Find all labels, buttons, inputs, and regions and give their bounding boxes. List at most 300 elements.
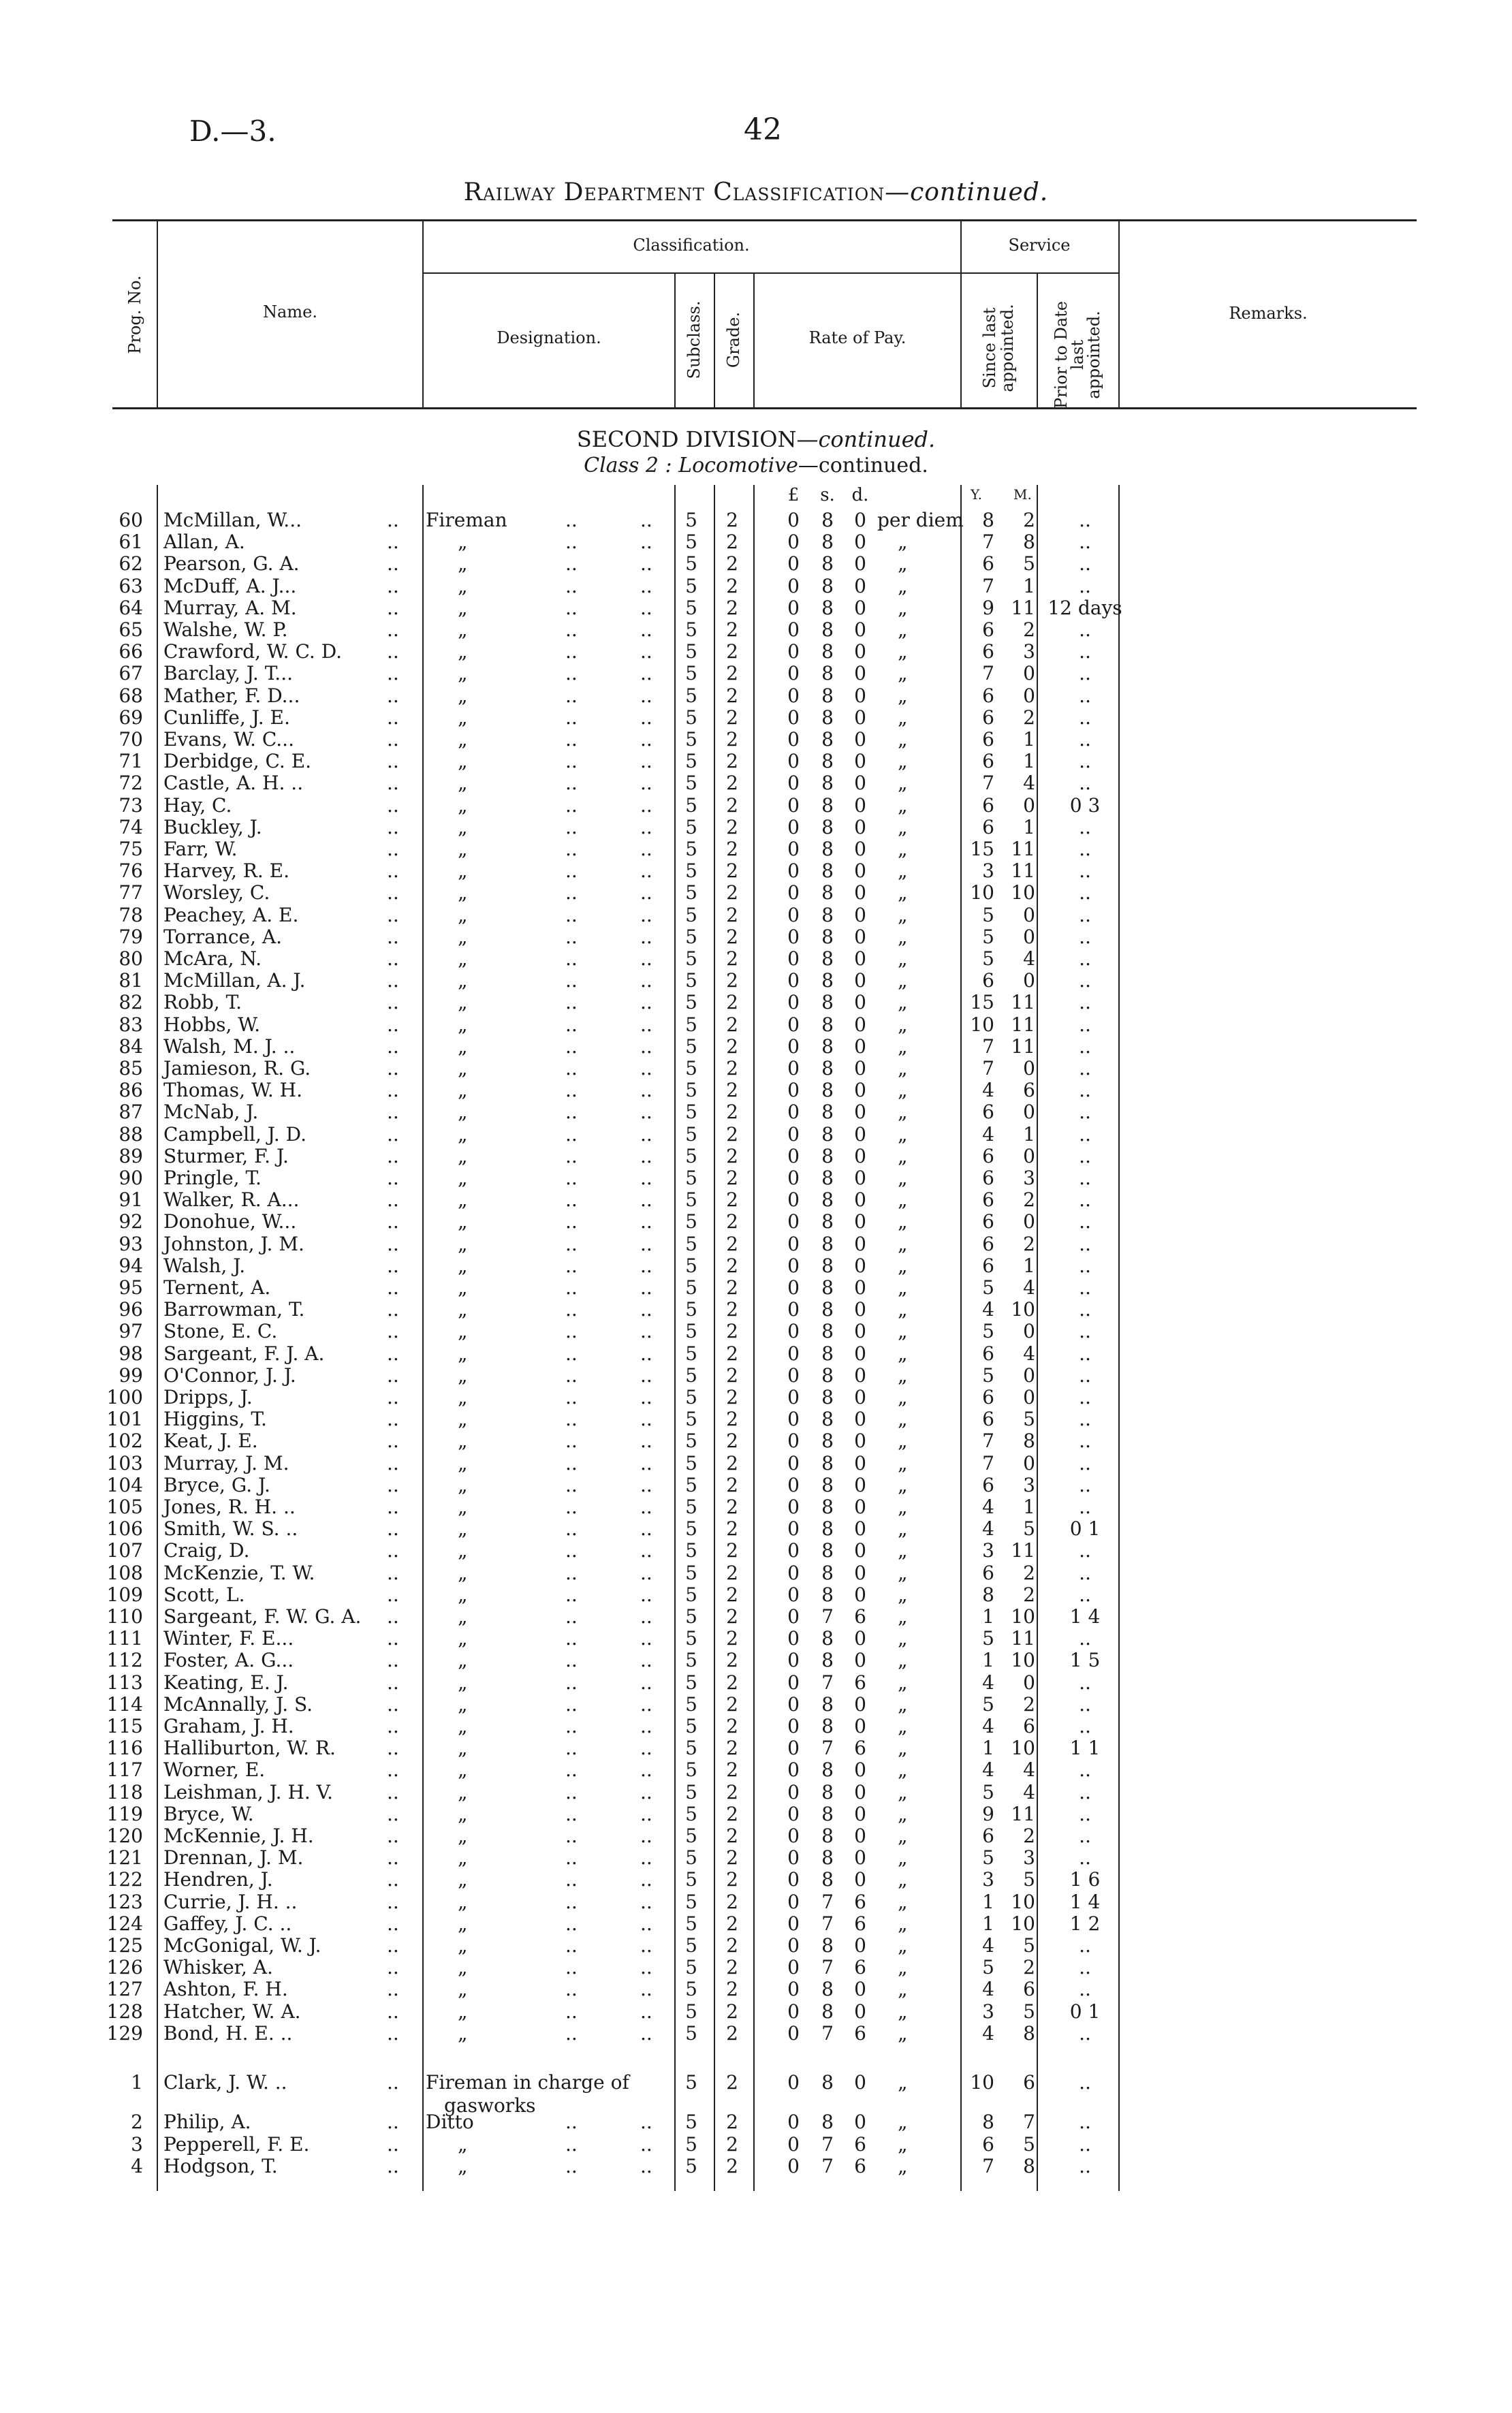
subclass: 5 <box>685 1144 697 1167</box>
grade: 2 <box>726 881 738 904</box>
subclass: 5 <box>685 1649 697 1672</box>
leader-dots: .. <box>640 1846 652 1870</box>
pay-period: „ <box>898 1956 908 1979</box>
since-years: 6 <box>982 552 994 575</box>
prior-service: 12 days <box>1048 596 1122 619</box>
prior-service: .. <box>1079 684 1091 707</box>
pay-period: „ <box>898 1825 908 1847</box>
prior-service: .. <box>1079 1408 1091 1431</box>
prog-no: 66 <box>119 640 143 663</box>
leader-dots: .. <box>640 969 652 992</box>
name: Hobbs, W. <box>163 1013 261 1036</box>
pay-shillings: 8 <box>821 1167 834 1189</box>
leader-dots: .. <box>565 1035 578 1058</box>
pay-pence: 0 <box>854 1692 866 1716</box>
pay-shillings: 8 <box>821 991 834 1014</box>
designation: „ <box>458 1057 468 1079</box>
pay-shillings: 7 <box>821 1956 834 1979</box>
prior-service: .. <box>1079 815 1091 838</box>
name: Ashton, F. H. <box>163 1978 288 2001</box>
pay-shillings: 7 <box>821 1671 834 1694</box>
pay-pence: 0 <box>854 1561 866 1584</box>
pay-pounds: 0 <box>787 2021 800 2045</box>
leader-dots: .. <box>640 772 652 795</box>
name: Currie, J. H. .. <box>163 1890 298 1913</box>
pay-pence: 0 <box>854 2000 866 2023</box>
subclass: 5 <box>685 1671 697 1694</box>
prior-service: .. <box>1079 1802 1091 1825</box>
prior-service: .. <box>1079 1013 1091 1036</box>
grade: 2 <box>726 1561 738 1584</box>
designation: Ditto <box>426 2111 474 2133</box>
pay-pounds: 0 <box>787 838 800 860</box>
leader-dots: .. <box>565 1167 578 1189</box>
grade: 2 <box>726 2021 738 2045</box>
pay-shillings: 7 <box>821 1737 834 1760</box>
leader-dots: .. <box>387 1759 399 1782</box>
table-row <box>0 970 1512 992</box>
leader-dots: .. <box>565 1144 578 1167</box>
designation: „ <box>458 1956 468 1979</box>
page-number: 42 <box>744 112 782 147</box>
prog-no: 86 <box>119 1079 143 1102</box>
leader-dots: .. <box>640 1144 652 1167</box>
subclass: 5 <box>685 925 697 948</box>
leader-dots: .. <box>387 640 399 663</box>
pay-pence: 0 <box>854 815 866 838</box>
subclass: 5 <box>685 1188 697 1212</box>
prior-service: .. <box>1079 1583 1091 1606</box>
grade: 2 <box>726 1671 738 1694</box>
leader-dots: .. <box>640 662 652 685</box>
subclass: 5 <box>685 2071 697 2094</box>
prog-no: 70 <box>119 728 143 751</box>
pay-pence: 0 <box>854 1539 866 1562</box>
name: Higgins, T. <box>163 1408 267 1431</box>
table-row <box>0 751 1512 772</box>
pay-pence: 0 <box>854 969 866 992</box>
pay-pence: 6 <box>854 1605 866 1628</box>
leader-dots: .. <box>387 772 399 795</box>
prior-service: .. <box>1079 706 1091 729</box>
since-years: 5 <box>982 1363 994 1387</box>
table-row <box>0 882 1512 904</box>
leader-dots: .. <box>387 1386 399 1408</box>
pay-pounds: 0 <box>787 1780 800 1803</box>
table-row <box>0 1079 1512 1101</box>
leader-dots: .. <box>640 1539 652 1562</box>
pay-period: „ <box>898 662 908 685</box>
table-row <box>0 772 1512 794</box>
pay-shillings: 8 <box>821 1254 834 1277</box>
table-row <box>0 1321 1512 1342</box>
subclass: 5 <box>685 1167 697 1189</box>
table-row <box>0 1408 1512 1430</box>
grade: 2 <box>726 1320 738 1343</box>
pay-pounds: 0 <box>787 1210 800 1233</box>
leader-dots: .. <box>640 1956 652 1979</box>
name: Craig, D. <box>163 1539 250 1562</box>
since-months: 5 <box>1023 1517 1035 1541</box>
designation: „ <box>458 1298 468 1321</box>
grade: 2 <box>726 815 738 838</box>
pay-period: „ <box>898 2132 908 2156</box>
since-months: 4 <box>1023 1342 1035 1365</box>
leader-dots: .. <box>640 1232 652 1255</box>
name: Gaffey, J. C. .. <box>163 1912 292 1935</box>
leader-dots: .. <box>565 1539 578 1562</box>
pay-shillings: 8 <box>821 662 834 685</box>
name: Castle, A. H. .. <box>163 772 304 795</box>
leader-dots: .. <box>640 1780 652 1803</box>
pay-pence: 0 <box>854 859 866 883</box>
grade: 2 <box>726 969 738 992</box>
prior-service: .. <box>1079 750 1091 773</box>
pay-period: „ <box>898 1649 908 1672</box>
since-months: 8 <box>1023 2021 1035 2045</box>
leader-dots: .. <box>640 991 652 1014</box>
since-months: 2 <box>1023 1232 1035 1255</box>
table-row <box>0 1146 1512 1167</box>
since-months: 5 <box>1023 552 1035 575</box>
subclass: 5 <box>685 815 697 838</box>
leader-dots: .. <box>640 1363 652 1387</box>
pay-shillings: 8 <box>821 1035 834 1058</box>
title-continued: —continued. <box>885 178 1049 206</box>
pay-shillings: 8 <box>821 947 834 970</box>
grade: 2 <box>726 1802 738 1825</box>
since-months: 6 <box>1023 1715 1035 1737</box>
name: Pepperell, F. E. <box>163 2132 310 2156</box>
designation: „ <box>458 1978 468 2001</box>
prog-no: 116 <box>106 1737 143 1760</box>
grade: 2 <box>726 925 738 948</box>
prior-service: .. <box>1079 969 1091 992</box>
subclass: 5 <box>685 750 697 773</box>
leader-dots: .. <box>387 1890 399 1913</box>
pay-pounds: 0 <box>787 552 800 575</box>
since-years: 9 <box>982 1802 994 1825</box>
unit-years: Y. <box>971 486 982 503</box>
pay-pounds: 0 <box>787 793 800 817</box>
since-years: 6 <box>982 793 994 817</box>
leader-dots: .. <box>387 881 399 904</box>
pay-period: „ <box>898 1254 908 1277</box>
pay-shillings: 8 <box>821 859 834 883</box>
pay-pence: 6 <box>854 1671 866 1694</box>
leader-dots: .. <box>565 1605 578 1628</box>
pay-pence: 0 <box>854 1759 866 1782</box>
pay-period: „ <box>898 574 908 597</box>
name: Peachey, A. E. <box>163 903 299 926</box>
designation: „ <box>458 1496 468 1518</box>
pay-pounds: 0 <box>787 618 800 641</box>
prior-service: .. <box>1079 1627 1091 1650</box>
leader-dots: .. <box>387 1868 399 1891</box>
prior-service: .. <box>1079 1539 1091 1562</box>
prior-service: .. <box>1079 1671 1091 1694</box>
designation: „ <box>458 1101 468 1124</box>
table-row <box>0 904 1512 926</box>
leader-dots: .. <box>387 1846 399 1870</box>
pay-pence: 0 <box>854 925 866 948</box>
since-years: 5 <box>982 947 994 970</box>
leader-dots: .. <box>640 2021 652 2045</box>
leader-dots: .. <box>387 1517 399 1541</box>
grade: 2 <box>726 1254 738 1277</box>
leader-dots: .. <box>640 903 652 926</box>
leader-dots: .. <box>387 815 399 838</box>
pay-shillings: 7 <box>821 1890 834 1913</box>
col-prior-to-date: Prior to Date last appointed. <box>1052 301 1103 409</box>
prog-no: 76 <box>119 859 143 883</box>
name: Harvey, R. E. <box>163 859 290 883</box>
designation: „ <box>458 838 468 860</box>
leader-dots: .. <box>387 1561 399 1584</box>
leader-dots: .. <box>565 1386 578 1408</box>
since-years: 10 <box>970 2071 994 2094</box>
name: Clark, J. W. .. <box>163 2071 287 2094</box>
grade: 2 <box>726 1276 738 1299</box>
prog-no: 85 <box>119 1057 143 1079</box>
prog-no: 115 <box>106 1715 143 1737</box>
pay-period: „ <box>898 969 908 992</box>
pay-shillings: 8 <box>821 1780 834 1803</box>
subclass: 5 <box>685 1342 697 1365</box>
leader-dots: .. <box>387 2021 399 2045</box>
pay-pence: 0 <box>854 1496 866 1518</box>
pay-pounds: 0 <box>787 1759 800 1782</box>
pay-shillings: 8 <box>821 706 834 729</box>
since-months: 0 <box>1023 1320 1035 1343</box>
since-years: 4 <box>982 1671 994 1694</box>
pay-pence: 0 <box>854 903 866 926</box>
prior-service: .. <box>1079 662 1091 685</box>
subclass: 5 <box>685 1057 697 1079</box>
prior-service: .. <box>1079 925 1091 948</box>
pay-shillings: 7 <box>821 2132 834 2156</box>
subclass: 5 <box>685 1868 697 1891</box>
pay-shillings: 8 <box>821 1978 834 2001</box>
prior-service: .. <box>1079 1057 1091 1079</box>
class-heading <box>0 454 1512 477</box>
since-months: 0 <box>1023 1210 1035 1233</box>
leader-dots: .. <box>565 2000 578 2023</box>
pay-pounds: 0 <box>787 1671 800 1694</box>
leader-dots: .. <box>565 1517 578 1541</box>
since-years: 6 <box>982 1473 994 1496</box>
subclass: 5 <box>685 838 697 860</box>
subclass: 5 <box>685 1692 697 1716</box>
pay-pounds: 0 <box>787 969 800 992</box>
prog-no: 121 <box>106 1846 143 1870</box>
pay-shillings: 8 <box>821 881 834 904</box>
leader-dots: .. <box>387 1210 399 1233</box>
table-row <box>0 795 1512 817</box>
name: Barrowman, T. <box>163 1298 305 1321</box>
designation: „ <box>458 750 468 773</box>
designation: „ <box>458 1934 468 1957</box>
leader-dots: .. <box>387 728 399 751</box>
pay-shillings: 8 <box>821 552 834 575</box>
leader-dots: .. <box>387 1363 399 1387</box>
leader-dots: .. <box>565 1122 578 1146</box>
pay-pence: 6 <box>854 2021 866 2045</box>
prog-no: 122 <box>106 1868 143 1891</box>
pay-pounds: 0 <box>787 1583 800 1606</box>
since-years: 6 <box>982 1561 994 1584</box>
pay-period: „ <box>898 596 908 619</box>
prior-service: .. <box>1079 1715 1091 1737</box>
name: Leishman, J. H. V. <box>163 1780 333 1803</box>
name: Winter, F. E... <box>163 1627 294 1650</box>
pay-pence: 0 <box>854 1342 866 1365</box>
table-row <box>0 838 1512 860</box>
pay-pence: 0 <box>854 1210 866 1233</box>
pay-pounds: 0 <box>787 1473 800 1496</box>
leader-dots: .. <box>565 1715 578 1737</box>
prog-no: 81 <box>119 969 143 992</box>
prior-service: .. <box>1079 531 1091 554</box>
subclass: 5 <box>685 1320 697 1343</box>
since-years: 15 <box>970 991 994 1014</box>
pay-shillings: 8 <box>821 793 834 817</box>
pay-pence: 0 <box>854 1057 866 1079</box>
since-years: 1 <box>982 1737 994 1760</box>
leader-dots: .. <box>640 881 652 904</box>
designation: „ <box>458 1737 468 1760</box>
leader-dots: .. <box>387 969 399 992</box>
pay-pounds: 0 <box>787 815 800 838</box>
leader-dots: .. <box>387 684 399 707</box>
subclass: 5 <box>685 859 697 883</box>
prog-no: 108 <box>106 1561 143 1584</box>
pay-pounds: 0 <box>787 1715 800 1737</box>
pay-pounds: 0 <box>787 1692 800 1716</box>
prog-no: 73 <box>119 793 143 817</box>
leader-dots: .. <box>565 1363 578 1387</box>
since-years: 5 <box>982 1846 994 1870</box>
table-row <box>0 1978 1512 2000</box>
leader-dots: .. <box>640 1101 652 1124</box>
table-row <box>0 1935 1512 1957</box>
prog-no: 69 <box>119 706 143 729</box>
leader-dots: .. <box>387 903 399 926</box>
since-months: 6 <box>1023 2071 1035 2094</box>
grade: 2 <box>726 1890 738 1913</box>
unit-pound: £ <box>787 485 800 505</box>
pay-pence: 0 <box>854 728 866 751</box>
pay-shillings: 8 <box>821 1868 834 1891</box>
grade: 2 <box>726 728 738 751</box>
since-months: 0 <box>1023 1363 1035 1387</box>
leader-dots: .. <box>565 1671 578 1694</box>
pay-pence: 0 <box>854 1188 866 1212</box>
leader-dots: .. <box>387 574 399 597</box>
leader-dots: .. <box>640 552 652 575</box>
prior-service: .. <box>1079 1342 1091 1365</box>
prog-no: 118 <box>106 1780 143 1803</box>
prog-no: 126 <box>106 1956 143 1979</box>
prog-no: 98 <box>119 1342 143 1365</box>
pay-period: „ <box>898 1890 908 1913</box>
since-months: 1 <box>1023 1496 1035 1518</box>
designation: „ <box>458 728 468 751</box>
prior-service: .. <box>1079 838 1091 860</box>
since-months: 2 <box>1023 1692 1035 1716</box>
pay-pence: 0 <box>854 1846 866 1870</box>
pay-pence: 0 <box>854 1517 866 1541</box>
pay-shillings: 8 <box>821 531 834 554</box>
pay-period: „ <box>898 2155 908 2177</box>
pay-pence: 0 <box>854 1978 866 2001</box>
designation: „ <box>458 1759 468 1782</box>
table-row <box>0 817 1512 838</box>
pay-period: „ <box>898 1671 908 1694</box>
pay-pounds: 0 <box>787 531 800 554</box>
grade: 2 <box>726 1188 738 1212</box>
name: McKennie, J. H. <box>163 1825 314 1847</box>
since-years: 6 <box>982 1386 994 1408</box>
since-years: 3 <box>982 1539 994 1562</box>
pay-pounds: 0 <box>787 1956 800 1979</box>
since-months: 11 <box>1011 1539 1035 1562</box>
table-row <box>0 1891 1512 1913</box>
pay-pence: 0 <box>854 596 866 619</box>
prior-service: .. <box>1079 1978 1091 2001</box>
prior-service: 1 4 <box>1069 1605 1101 1628</box>
pay-pence: 0 <box>854 1802 866 1825</box>
designation: „ <box>458 1912 468 1935</box>
pay-shillings: 8 <box>821 618 834 641</box>
since-months: 10 <box>1011 1912 1035 1935</box>
prog-no: 71 <box>119 750 143 773</box>
pay-pounds: 0 <box>787 684 800 707</box>
since-years: 6 <box>982 728 994 751</box>
pay-pounds: 0 <box>787 1254 800 1277</box>
pay-shillings: 8 <box>821 1101 834 1124</box>
grade: 2 <box>726 1627 738 1650</box>
pay-shillings: 8 <box>821 1122 834 1146</box>
pay-pence: 0 <box>854 1035 866 1058</box>
table-row <box>0 1430 1512 1452</box>
pay-pounds: 0 <box>787 1912 800 1935</box>
pay-shillings: 8 <box>821 1846 834 1870</box>
table-row <box>0 926 1512 948</box>
prior-service: .. <box>1079 552 1091 575</box>
leader-dots: .. <box>565 1254 578 1277</box>
pay-period: „ <box>898 684 908 707</box>
leader-dots: .. <box>387 1188 399 1212</box>
table-row <box>0 1299 1512 1321</box>
pay-period: „ <box>898 1144 908 1167</box>
leader-dots: .. <box>565 815 578 838</box>
since-months: 0 <box>1023 903 1035 926</box>
grade: 2 <box>726 684 738 707</box>
designation: „ <box>458 1276 468 1299</box>
pay-period: „ <box>898 1517 908 1541</box>
designation: „ <box>458 1430 468 1453</box>
designation: „ <box>458 1232 468 1255</box>
leader-dots: .. <box>565 925 578 948</box>
leader-dots: .. <box>565 1737 578 1760</box>
grade: 2 <box>726 1057 738 1079</box>
leader-dots: .. <box>565 1561 578 1584</box>
pay-shillings: 8 <box>821 969 834 992</box>
prog-no: 119 <box>106 1802 143 1825</box>
leader-dots: .. <box>565 1430 578 1453</box>
since-years: 7 <box>982 1057 994 1079</box>
